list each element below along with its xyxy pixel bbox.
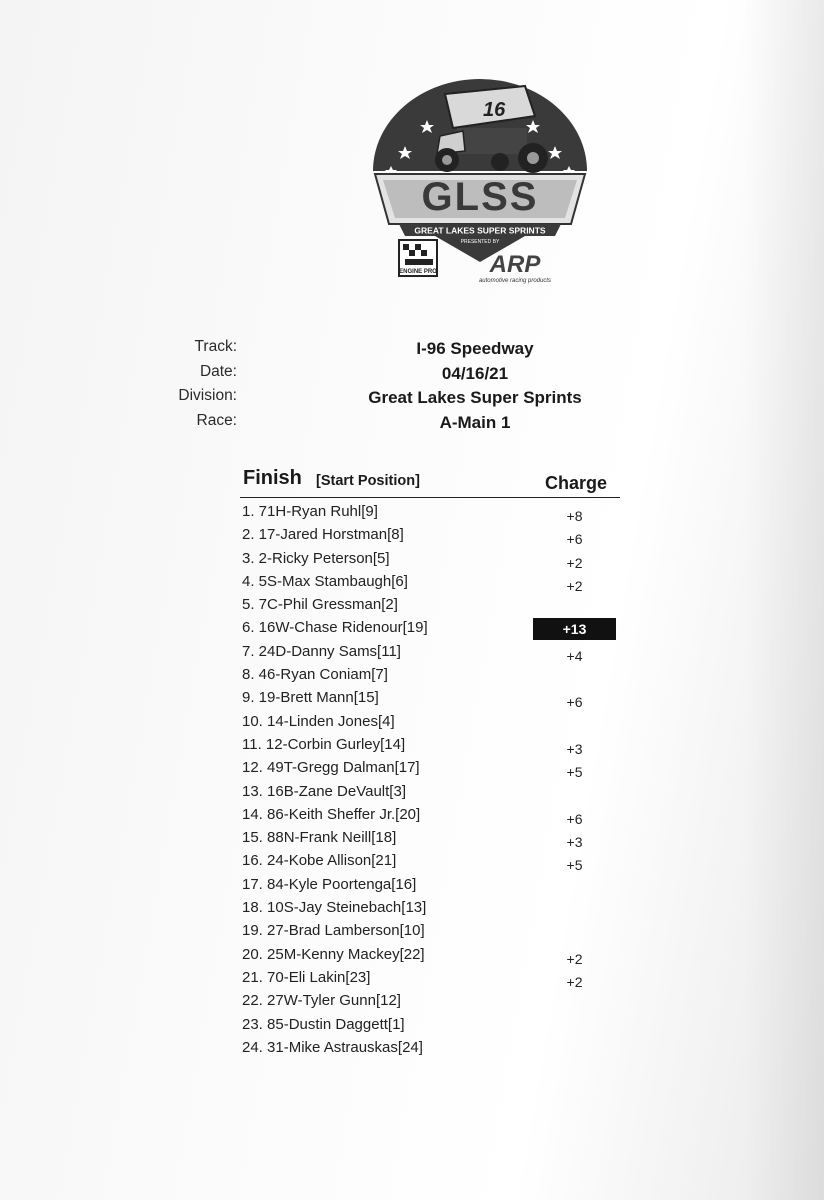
driver-result: 14. 86-Keith Sheffer Jr.[20] (242, 805, 421, 823)
logo-presented-by: PRESENTED BY (460, 239, 500, 245)
info-row-date (150, 363, 650, 388)
table-row (240, 1037, 620, 1060)
table-row (240, 920, 620, 943)
division-value: Great Lakes Super Sprints (368, 388, 582, 407)
engine-pro-logo (399, 240, 437, 276)
charge-value: +3 (566, 834, 583, 851)
charge-value: +6 (566, 694, 583, 711)
driver-result: 12. 49T-Gregg Dalman[17] (242, 759, 420, 777)
table-row (240, 804, 620, 827)
table-row (240, 711, 620, 734)
driver-result: 5. 7C-Phil Gressman[2] (242, 596, 398, 614)
charge-value (533, 995, 616, 1015)
logo-banner: GREAT LAKES SUPER SPRINTS (414, 225, 546, 236)
date-value: 04/16/21 (441, 363, 509, 383)
table-row (240, 990, 620, 1013)
charge-value: +2 (566, 554, 583, 571)
paper-edge-shadow (744, 0, 824, 1200)
table-row (240, 548, 620, 571)
charge-value-highlighted: +13 (533, 618, 616, 640)
charge-value: +5 (566, 764, 583, 781)
table-row (240, 594, 620, 617)
table-row (240, 734, 620, 757)
table-row (240, 617, 620, 640)
driver-result: 24. 31-Mike Astrauskas[24] (242, 1038, 423, 1056)
driver-result: 13. 16B-Zane DeVault[3] (242, 782, 406, 800)
charge-value (533, 716, 616, 736)
table-row (240, 944, 620, 967)
header-start-position: [Start Position] (316, 473, 420, 489)
header-charge: Charge (545, 473, 608, 493)
charge-value: +2 (566, 950, 583, 967)
driver-result: 10. 14-Linden Jones[4] (242, 712, 395, 730)
info-row-track (150, 338, 650, 363)
division-label: Division: (178, 387, 237, 404)
charge-value (533, 1019, 616, 1039)
track-label: Track: (194, 338, 237, 355)
table-row (240, 641, 620, 664)
table-row (240, 781, 620, 804)
driver-result: 6. 16W-Chase Ridenour[19] (242, 619, 428, 637)
driver-result: 18. 10S-Jay Steinebach[13] (242, 899, 427, 917)
driver-result: 8. 46-Ryan Coniam[7] (242, 666, 388, 684)
driver-result: 17. 84-Kyle Poortenga[16] (242, 875, 417, 893)
sponsor-right-tagline: automotive racing products (478, 278, 552, 284)
driver-result: 20. 25M-Kenny Mackey[22] (242, 945, 425, 963)
table-row (240, 757, 620, 780)
driver-result: 11. 12-Corbin Gurley[14] (242, 735, 406, 753)
table-row (240, 897, 620, 920)
table-row (240, 501, 620, 524)
table-row (240, 664, 620, 687)
track-value: I-96 Speedway (416, 339, 534, 358)
driver-result: 15. 88N-Frank Neill[18] (242, 829, 397, 847)
driver-result: 3. 2-Ricky Peterson[5] (242, 549, 390, 567)
charge-value: +4 (566, 647, 583, 664)
glss-logo (365, 76, 595, 286)
driver-result: 21. 70-Eli Lakin[23] (242, 968, 371, 986)
driver-result: 2. 17-Jared Horstman[8] (242, 526, 404, 544)
logo-wordmark: GLSS (421, 175, 539, 219)
table-row (240, 827, 620, 850)
table-row (240, 1014, 620, 1037)
charge-value: +8 (566, 508, 583, 524)
driver-result: 19. 27-Brad Lamberson[10] (242, 922, 425, 940)
charge-value (533, 1042, 616, 1062)
info-row-race (150, 412, 650, 437)
charge-value: +6 (566, 810, 583, 827)
charge-value (533, 786, 616, 806)
charge-value: +2 (566, 577, 583, 594)
sponsor-left-text: ENGINE PRO (399, 269, 437, 275)
charge-value: +5 (566, 857, 583, 874)
race-value: A-Main 1 (439, 412, 511, 432)
date-label: Date: (199, 362, 237, 380)
charge-value (533, 925, 616, 945)
charge-value: +2 (566, 973, 583, 990)
driver-result: 22. 27W-Tyler Gunn[12] (242, 992, 401, 1010)
info-row-division (150, 387, 650, 412)
charge-value (533, 669, 616, 689)
results-rows (240, 501, 620, 1060)
driver-result: 9. 19-Brett Mann[15] (242, 689, 379, 707)
table-row (240, 524, 620, 547)
table-row (240, 874, 620, 897)
glss-logo-graphic (365, 76, 595, 286)
race-info (150, 338, 650, 436)
results-header (240, 467, 620, 498)
table-row (240, 850, 620, 873)
driver-result: 16. 24-Kobe Allison[21] (242, 852, 397, 870)
charge-value: +3 (566, 740, 583, 757)
sponsor-right-text: ARP (489, 251, 541, 278)
table-row (240, 687, 620, 710)
charge-value (533, 879, 616, 899)
race-label: Race: (196, 411, 237, 429)
driver-result: 4. 5S-Max Stambaugh[6] (242, 572, 408, 590)
charge-value: +6 (566, 531, 583, 548)
driver-result: 23. 85-Dustin Daggett[1] (242, 1015, 405, 1033)
driver-result: 1. 71H-Ryan Ruhl[9] (242, 503, 378, 520)
results-table (240, 467, 620, 1060)
table-row (240, 967, 620, 990)
charge-value (533, 902, 616, 922)
car-number: 16 (483, 99, 506, 121)
header-finish: Finish (243, 467, 302, 489)
table-row (240, 571, 620, 594)
driver-result: 7. 24D-Danny Sams[11] (242, 642, 401, 660)
charge-value (533, 599, 616, 619)
